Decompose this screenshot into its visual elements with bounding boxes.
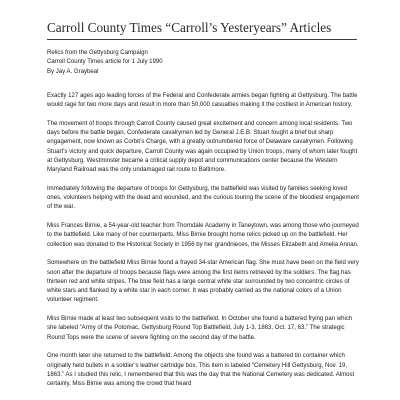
paragraph: Miss Birnie made at least two subsequent visits to the battlefield. In October she found a battered frying pan which she labeled “Army of the Potomac, Gettysburg Round Top Battlefield, July 1-3, 1863, Oct. 17, 63.” The strategic Round Tops were the scene of severe fighting on the second day of the battle. xyxy=(47,316,353,341)
paragraph: Somewhere on the battlefield Miss Birnie found a frayed 34-star American flag. She must have been on the field very soon after the departure of troops because flags were among the first items retrieved by the soldiers. The flag has thirteen red and white stripes. The blue field has a large central white star surrounded by two concentric circles of white stars and flanked by a white star in each corner. It was probably carried as the national colors of a Union volunteer regiment. xyxy=(47,260,359,304)
article-byline xyxy=(47,49,359,77)
article-author: By Jay A. Graybeal xyxy=(47,68,99,75)
article-source: Carroll County Times article for 1 July 1990 xyxy=(47,59,163,66)
paragraph: The movement of troops through Carroll County caused great excitement and concern among local residents. Two days before the battle began, Confederate cavalrymen led by General J.E.B. Stuart fought a brief but sharp engagement, now known as Corbit’s Charge, with a greatly outnumbered force of Delaware cavalrymen. Following Stuart’s victory and quick departure, Carroll County was again occupied by Union troops, many of whom later fought at Gettysburg. Westminster became a critical supply depot and communications center because the Western Maryland Railroad was the only undamaged rail route to Baltimore. xyxy=(47,120,358,174)
document-title: Carroll County Times “Carroll’s Yesteryears” Articles xyxy=(47,20,332,35)
paragraph: Immediately following the departure of troops for Gettysburg, the battlefield was visited by families seeking loved ones, volunteers helping with the dead and wounded, and the curious touring the scene of the bloodiest engagement of the war. xyxy=(47,185,359,211)
article-headline: Relics from the Gettysburg Campaign xyxy=(47,50,148,56)
paragraph: Exactly 127 ages ago leading forces of the Federal and Confederate armies began fighting at Gettysburg. The battle would rage for two more days and result in more than 50,000 casualties making it the costliest in American history. xyxy=(47,92,358,109)
paragraph: One month later she returned to the battlefield. Among the objects she found was a battered tin container which originally held bullets in a soldier’s leather cartridge box. This item is labeled “Cemetery Hill Gettysburg, Nov. 19, 1863.” As I studied this relic, I remembered that this was the day that the National Cemetery was dedicated. Almost certainly, Miss Birnie was among the crowd that heard xyxy=(47,353,355,388)
article-body xyxy=(47,49,359,389)
paragraph: Miss Frances Birnie, a 54-year-old teacher from Thorndale Academy in Taneytown, was among those who journeyed to the battlefield. Like many of her counterparts, Miss Birnie brought home relics picked up on the battlefield. Her collection was donated to the Historical Society in 1956 by her grandnieces, the Misses Elizabeth and Amelia Annan. xyxy=(47,223,359,248)
title-rule xyxy=(47,39,357,40)
